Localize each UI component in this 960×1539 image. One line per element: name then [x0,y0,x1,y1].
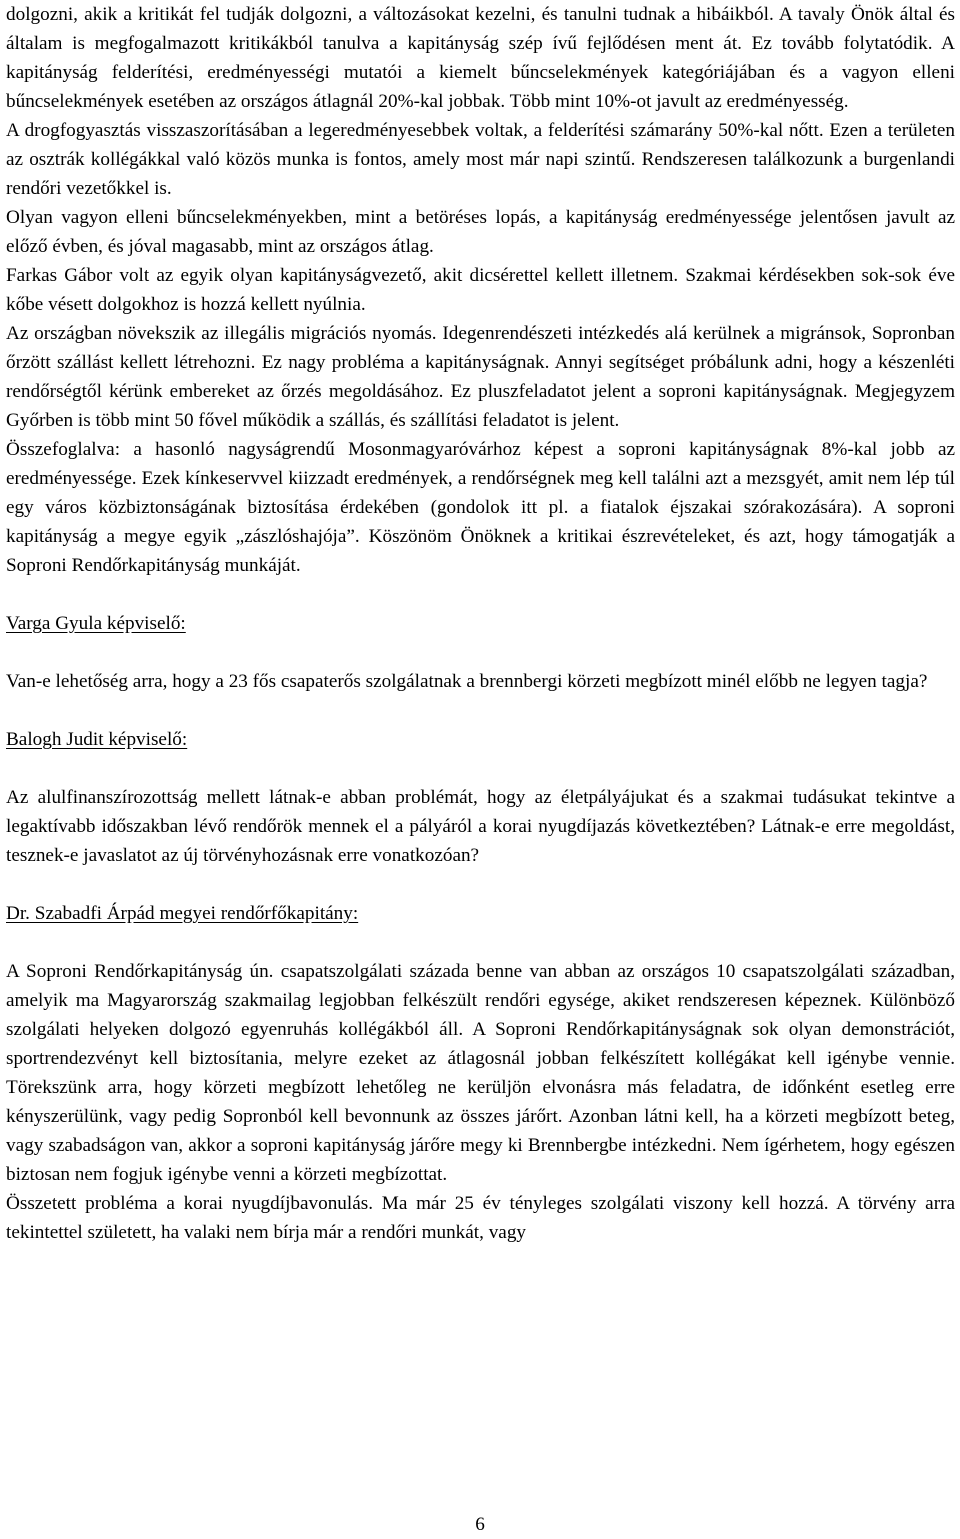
page-number: 6 [475,1514,485,1535]
speaker-heading: Balogh Judit képviselő: [6,729,188,750]
speaker-heading: Dr. Szabadfi Árpád megyei rendőrfőkapitány: [6,903,359,924]
spacer [6,638,955,667]
document-page [6,0,955,1247]
speech-paragraph: A Soproni Rendőrkapitányság ún. csapatszolgálati százada benne van abban az országos 10 csapatszolgálati században, amelyik ma Magyarország szakmailag legjobban felkészült rendőri egysége, akiket rendszeresen képeznek. Különböző szolgálati helyeken dolgozó egyenruhás kollégákból áll. A Soproni Rendőrkapitányságnak sok olyan demonstrációt, sportrendezvényt kell biztosítania, melyre ezeket az átlagosnál jobban felkészített kollégákat kell igénybe vennie. Törekszünk arra, hogy körzeti megbízott lehetőleg ne kerüljön elvonásra más feladatra, de időnként esetleg erre kényszerülünk, vagy pedig Sopronból kell bevonnunk az összes járőrt. Azonban látni kell, ha a körzeti megbízott beteg, vagy szabadságon van, akkor a soproni kapitányság járőre megy ki Brennbergbe intézkedni. Nem ígérhetem, hogy egészen biztosan nem fogjuk igénybe venni a körzeti megbízottat. [6,961,955,1185]
speech-paragraph: Az alulfinanszírozottság mellett látnak-e abban problémát, hogy az életpályájukat és a szakmai tudásukat tekintve a legaktívabb időszakban lévő rendőrök mennek el a pályáról a korai nyugdíjazás következtében? Látnak-e erre megoldást, tesznek-e javaslatot az új törvényhozásnak erre vonatkozóan? [6,787,955,866]
paragraph: A drogfogyasztás visszaszorításában a legeredményesebbek voltak, a felderítési számarány 50%-kal nőtt. Ezen a területen az osztrák kollégákkal való közös munka is fontos, amely most már napi szintű. Rendszeresen találkozunk a burgenlandi rendőri vezetőkkel is. [6,120,955,199]
spacer [6,580,955,609]
paragraph: Az országban növekszik az illegális migrációs nyomás. Idegenrendészeti intézkedés alá kerülnek a migránsok, Sopronban őrzött szállást kellett létrehozni. Ez nagy probléma a kapitányságnak. Annyi segítséget próbálunk adni, hogy a készenléti rendőrségtől kérünk embereket az őrzés megoldásához. Ez pluszfeladatot jelent a soproni kapitányságnak. Megjegyzem Győrben is több mint 50 fővel működik a szállás, és szállítási feladatot is jelent. [6,323,955,431]
paragraph: Összefoglalva: a hasonló nagyságrendű Mosonmagyaróvárhoz képest a soproni kapitányságnak 8%-kal jobb az eredményessége. Ezek kínkeservvel kiizzadt eredmények, a rendőrségnek meg kell találni azt a mezsgyét, amit nem lép túl egy város közbiztonságának biztosítása érdekében (gondolok itt pl. a fiatalok éjszakai szórakozására). A soproni kapitányság a megye egyik „zászlóshajója”. Köszönöm Önöknek a kritikai észrevételeket, és azt, hogy támogatják a Soproni Rendőrkapitányság munkáját. [6,439,955,576]
spacer [6,696,955,725]
speaker-heading: Varga Gyula képviselő: [6,613,186,634]
paragraph: Olyan vagyon elleni bűncselekményekben, mint a betöréses lopás, a kapitányság eredményessége jelentősen javult az előző évben, és jóval magasabb, mint az országos átlag. [6,207,955,257]
spacer [6,870,955,899]
paragraph: dolgozni, akik a kritikát fel tudják dolgozni, a változásokat kezelni, és tanulni tudnak a hibáikból. A tavaly Önök által és általam is megfogalmazott kritikákból tanulva a kapitányság szép ívű fejlődésen ment át. Ez tovább folytatódik. A kapitányság felderítési, eredményességi mutatói a kiemelt bűncselekmények kategóriájában és a vagyon elleni bűncselekmények esetében az országos átlagnál 20%-kal jobbak. Több mint 10%-ot javult az eredményesség. [6,4,955,112]
speech-paragraph: Van-e lehetőség arra, hogy a 23 fős csapaterős szolgálatnak a brennbergi körzeti megbízott minél előbb ne legyen tagja? [6,671,928,692]
spacer [6,928,955,957]
paragraph: Farkas Gábor volt az egyik olyan kapitányságvezető, akit dicsérettel kellett illetnem. Szakmai kérdésekben sok-sok éve kőbe vésett dolgokhoz is hozzá kellett nyúlnia. [6,265,955,315]
speech-paragraph: Összetett probléma a korai nyugdíjbavonulás. Ma már 25 év tényleges szolgálati viszony kell hozzá. A törvény arra tekintettel született, ha valaki nem bírja már a rendőri munkát, vagy [6,1193,955,1243]
spacer [6,754,955,783]
